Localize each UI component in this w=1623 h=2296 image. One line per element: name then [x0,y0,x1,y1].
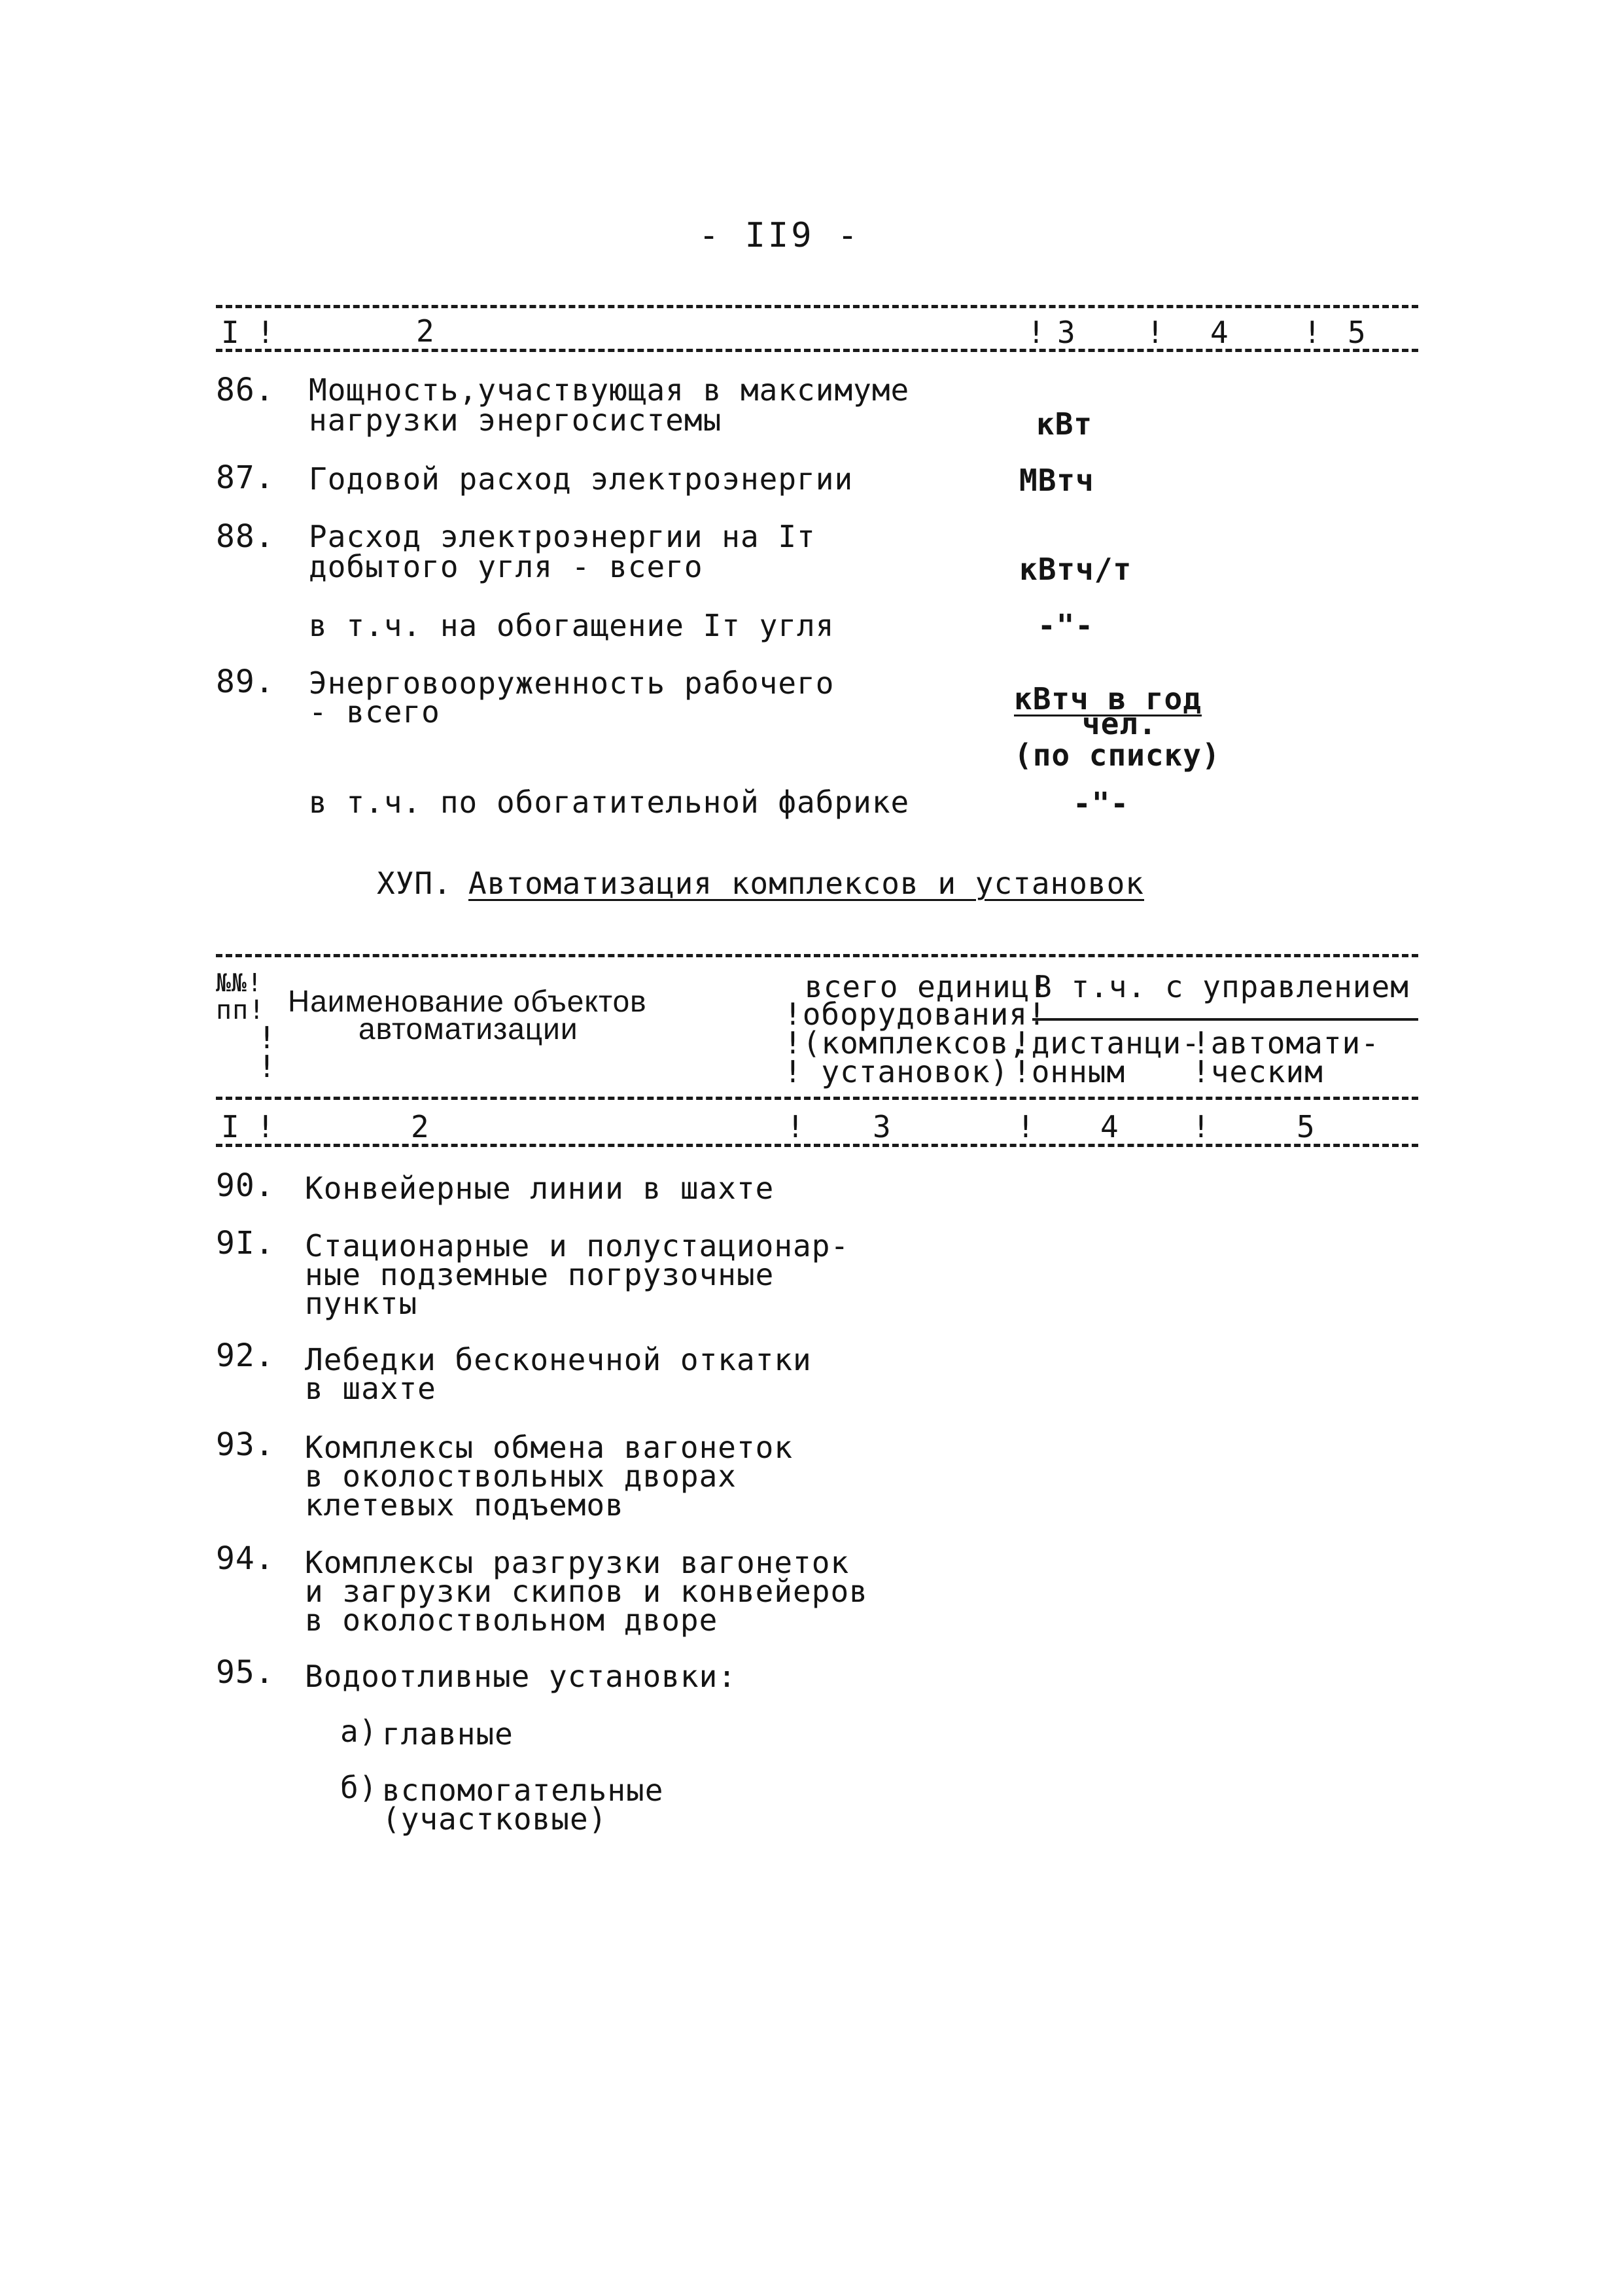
row-text: Лебедки бесконечной откатки [305,1342,812,1377]
row-unit: кВтч/т [1019,552,1132,587]
row-text: добытого угля - всего [309,549,703,584]
page-number: - II9 - [699,216,861,255]
row-number: 87. [216,459,275,496]
row-text: и загрузки скипов и конвейеров [305,1574,868,1609]
row-number: 86. [216,372,275,408]
col-separator: ! [1303,315,1322,350]
row-text: Годовой расход электроэнергии [309,461,854,497]
row-unit: -"- [1038,608,1094,643]
row-text: Комплексы разгрузки вагонеток [305,1545,850,1580]
header-col1: ! [258,1049,277,1084]
row-text: Мощность,участвующая в максимуме [309,372,910,408]
table1-header-rule [216,349,1418,352]
col5-number: 5 [1297,1109,1316,1144]
row-text: клетевых подъемов [305,1487,624,1523]
section-title: Автоматизация комплексов и установок [468,866,1144,901]
section-number: ХУП. [377,866,452,901]
header-col4: !дистанци- [1013,1025,1200,1061]
row-text: Энерговооруженность рабочего [309,665,835,701]
table2-top-rule [216,954,1418,957]
col2-number: 2 [416,313,435,349]
row-text: в т.ч. на обогащение Iт угля [309,608,835,643]
row-text: нагрузки энергосистемы [309,402,722,438]
row-number: 94. [216,1540,275,1577]
header-col3: !(комплексов, [784,1025,1028,1061]
row-unit-note: (по списку) [1014,737,1221,773]
header-col5: !ческим [1192,1054,1323,1089]
col3-number: 3 [1057,315,1076,350]
row-number: 9I. [216,1225,275,1262]
col2-number: 2 [411,1109,430,1144]
header-col4: !онным [1013,1054,1126,1089]
row-number: 92. [216,1337,275,1374]
col-separator: ! [1192,1109,1211,1144]
row-text: Комплексы обмена вагонеток [305,1430,794,1465]
row-text: ные подземные погрузочные [305,1257,775,1292]
col-separator: ! [1027,315,1046,350]
row-text: в т.ч. по обогатительной фабрике [309,785,910,820]
subitem-label: а) [340,1714,378,1749]
header-col2: Наименование объектов [288,984,647,1018]
row-number: 93. [216,1426,275,1463]
row-text: в шахте [305,1371,436,1406]
subitem-text: главные [382,1716,514,1752]
col5-number: 5 [1348,315,1367,350]
header-col1: пп! [216,995,266,1025]
row-unit: кВт [1036,406,1093,442]
col-separator: ! [1146,315,1165,350]
row-text: Расход электроэнергии на Iт [309,519,816,554]
table1-top-rule [216,305,1418,308]
subitem-text: вспомогательные [382,1773,664,1808]
row-number: 90. [216,1167,275,1204]
row-text: в околоствольном дворе [305,1602,718,1638]
row-unit: -"- [1073,786,1130,821]
row-text: Водоотливные установки: [305,1659,737,1694]
row-text: в околоствольных дворах [305,1458,737,1494]
col4-number: 4 [1100,1109,1119,1144]
header-col1: №№! [216,968,263,997]
row-text: пункты [305,1286,418,1321]
row-text: - всего [309,694,440,730]
table2-numbering-rule [216,1144,1418,1147]
header-col3: !оборудования! [784,997,1047,1032]
col-separator: ! [256,1109,275,1144]
subitem-label: б) [340,1770,378,1805]
header-col5: !автомати- [1192,1025,1380,1061]
col1-number: I [221,1109,240,1144]
subitem-text: (участковые) [382,1801,608,1837]
col1-number: I [221,315,240,350]
row-number: 89. [216,663,275,700]
header-group: В т.ч. с управлением [1034,969,1409,1004]
row-unit: МВтч [1019,463,1094,498]
row-number: 95. [216,1654,275,1691]
row-number: 88. [216,518,275,555]
header-col3: ! установок) [784,1054,1009,1089]
row-text: Конвейерные линии в шахте [305,1171,775,1206]
col-separator: ! [256,315,275,350]
row-unit-denominator: чел. [1082,706,1157,741]
col-separator: ! [786,1109,805,1144]
header-col1: ! [258,1020,277,1055]
col4-number: 4 [1210,315,1229,350]
col3-number: 3 [873,1109,892,1144]
header-col2: автоматизации [358,1012,578,1046]
row-text: Стационарные и полустационар- [305,1228,850,1263]
col-separator: ! [1017,1109,1036,1144]
table2-header-rule [216,1097,1418,1100]
row-unit-numerator: кВтч в год [1014,681,1202,716]
header-col3: всего единиц! [805,969,1049,1004]
header-group-rule [1032,1018,1418,1021]
